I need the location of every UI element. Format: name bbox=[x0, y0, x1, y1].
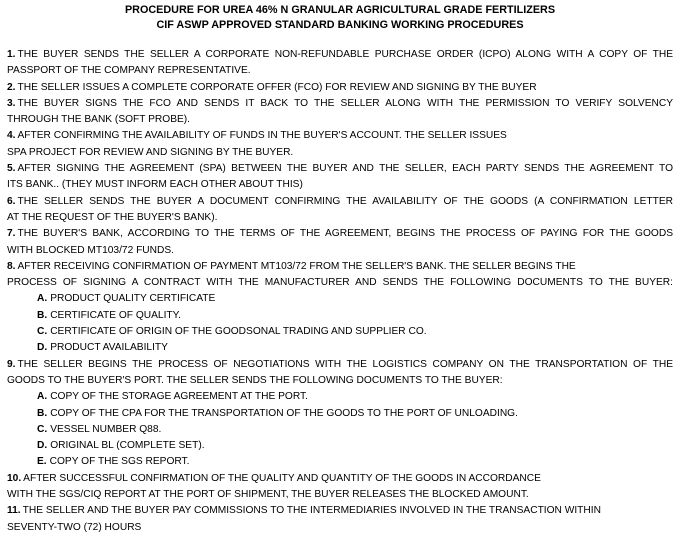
step-number: 3. bbox=[7, 97, 16, 109]
step-text-line bbox=[7, 145, 673, 161]
sub-item bbox=[7, 422, 673, 438]
step-text-line bbox=[7, 503, 673, 519]
step-text-line bbox=[7, 194, 673, 210]
sub-item-letter: B. bbox=[37, 407, 48, 419]
step-text-line bbox=[7, 259, 673, 275]
procedure-step bbox=[7, 161, 673, 194]
step-number: 11. bbox=[7, 505, 21, 517]
step-text: WITH THE SGS/CIQ REPORT AT THE PORT OF SHIPMENT, THE BUYER RELEASES THE BLOCKED AMOUNT. bbox=[7, 489, 529, 501]
step-text: AT THE REQUEST OF THE BUYER'S BANK). bbox=[7, 211, 218, 223]
step-number: 6. bbox=[7, 195, 16, 207]
step-text-line bbox=[7, 487, 673, 503]
sub-item bbox=[7, 291, 673, 307]
step-text-line bbox=[7, 47, 673, 63]
step-text-line bbox=[7, 96, 673, 112]
step-text: THE BUYER'S BANK, ACCORDING TO THE TERMS OF THE AGREEMENT, BEGINS THE PROCESS OF PAYING FOR THE GOODS bbox=[17, 228, 673, 240]
step-number: 2. bbox=[7, 81, 16, 93]
procedure-step bbox=[7, 226, 673, 259]
step-text-line bbox=[7, 161, 673, 177]
sub-item-text: COPY OF THE SGS REPORT. bbox=[49, 456, 190, 468]
step-text: ITS BANK.. (THEY MUST INFORM EACH OTHER ABOUT THIS) bbox=[7, 179, 303, 191]
sub-item-text: COPY OF THE STORAGE AGREEMENT AT THE PORT. bbox=[50, 391, 308, 403]
step-text: THE BUYER SIGNS THE FCO AND SENDS IT BACK TO THE SELLER ALONG WITH THE PERMISSION TO VERIFY SOLVENCY bbox=[17, 97, 673, 109]
step-text-line bbox=[7, 177, 673, 193]
sub-item bbox=[7, 324, 673, 340]
step-text: SPA PROJECT FOR REVIEW AND SIGNING BY THE BUYER. bbox=[7, 146, 294, 158]
step-text: GOODS TO THE BUYER'S PORT. THE SELLER SENDS THE FOLLOWING DOCUMENTS TO THE BUYER: bbox=[7, 374, 503, 386]
step-text-line bbox=[7, 63, 673, 79]
step-number: 9. bbox=[7, 358, 16, 370]
step-text-line bbox=[7, 210, 673, 226]
step-text-line bbox=[7, 112, 673, 128]
step-text: SEVENTY-TWO (72) HOURS bbox=[7, 521, 142, 533]
procedure-step bbox=[7, 80, 673, 96]
sub-item bbox=[7, 389, 673, 405]
step-text: WITH BLOCKED MT103/72 FUNDS. bbox=[7, 244, 174, 256]
step-text: PASSPORT OF THE COMPANY REPRESENTATIVE. bbox=[7, 65, 251, 77]
sub-item-letter: E. bbox=[37, 456, 47, 468]
sub-item bbox=[7, 406, 673, 422]
sub-item-list bbox=[7, 389, 673, 470]
step-text: THE BUYER SENDS THE SELLER A CORPORATE NON-REFUNDABLE PURCHASE ORDER (ICPO) ALONG WITH A COPY OF THE bbox=[17, 49, 673, 60]
procedure-step bbox=[7, 47, 673, 80]
sub-item-text: COPY OF THE CPA FOR THE TRANSPORTATION OF THE GOODS TO THE PORT OF UNLOADING. bbox=[50, 407, 518, 419]
step-text-line bbox=[7, 243, 673, 259]
sub-item-letter: A. bbox=[37, 391, 48, 403]
step-text: THE SELLER SENDS THE BUYER A DOCUMENT CONFIRMING THE AVAILABILITY OF THE GOODS (A CONFIRMATION LETTER bbox=[17, 195, 673, 207]
sub-item-text: CERTIFICATE OF QUALITY. bbox=[50, 309, 181, 321]
step-text-line bbox=[7, 226, 673, 242]
step-text: AFTER CONFIRMING THE AVAILABILITY OF FUNDS IN THE BUYER'S ACCOUNT. THE SELLER ISSUES bbox=[17, 130, 507, 142]
step-text-line bbox=[7, 128, 673, 144]
step-number: 5. bbox=[7, 163, 16, 175]
step-text: THROUGH THE BANK (SOFT PROBE). bbox=[7, 114, 191, 126]
sub-item-letter: C. bbox=[37, 326, 48, 338]
procedure-step bbox=[7, 503, 673, 536]
sub-item-letter: D. bbox=[37, 440, 48, 452]
sub-item-list bbox=[7, 291, 673, 356]
sub-item-text: VESSEL NUMBER Q88. bbox=[50, 423, 162, 435]
procedure-step bbox=[7, 194, 673, 227]
step-text: AFTER SIGNING THE AGREEMENT (SPA) BETWEEN THE BUYER AND THE SELLER, EACH PARTY SENDS THE AGREEMENT TO bbox=[17, 163, 673, 175]
sub-item-letter: B. bbox=[37, 309, 48, 321]
step-text: AFTER SUCCESSFUL CONFIRMATION OF THE QUALITY AND QUANTITY OF THE GOODS IN ACCORDANCE bbox=[23, 472, 541, 484]
step-number: 7. bbox=[7, 228, 16, 240]
step-text-line bbox=[7, 471, 673, 487]
sub-item-text: PRODUCT QUALITY CERTIFICATE bbox=[50, 293, 216, 305]
step-text: THE SELLER BEGINS THE PROCESS OF NEGOTIATIONS WITH THE LOGISTICS COMPANY ON THE TRANSPORTATION OF THE bbox=[17, 358, 673, 370]
step-text-line bbox=[7, 357, 673, 373]
step-number: 10. bbox=[7, 472, 22, 484]
step-number: 8. bbox=[7, 260, 16, 272]
step-text-line bbox=[7, 373, 673, 389]
sub-item bbox=[7, 438, 673, 454]
step-text-line bbox=[7, 275, 673, 291]
procedure-step bbox=[7, 128, 673, 161]
procedure-step bbox=[7, 357, 673, 471]
document-subtitle: CIF ASWP APPROVED STANDARD BANKING WORKING PROCEDURES bbox=[156, 19, 524, 31]
sub-item-text: PRODUCT AVAILABILITY bbox=[50, 342, 168, 354]
step-text: PROCESS OF SIGNING A CONTRACT WITH THE MANUFACTURER AND SENDS THE FOLLOWING DOCUMENTS TO THE BUYER: bbox=[7, 277, 673, 289]
sub-item-letter: A. bbox=[37, 293, 48, 305]
sub-item-letter: D. bbox=[37, 342, 48, 354]
sub-item-text: ORIGINAL BL (COMPLETE SET). bbox=[50, 440, 205, 452]
step-text-line bbox=[7, 520, 673, 536]
step-number: 4. bbox=[7, 130, 16, 142]
step-text: THE SELLER ISSUES A COMPLETE CORPORATE OFFER (FCO) FOR REVIEW AND SIGNING BY THE BUYER bbox=[17, 81, 537, 93]
sub-item-letter: C. bbox=[37, 423, 48, 435]
sub-item bbox=[7, 340, 673, 356]
step-text: THE SELLER AND THE BUYER PAY COMMISSIONS TO THE INTERMEDIARIES INVOLVED IN THE TRANSACTION WITHIN bbox=[22, 505, 601, 517]
sub-item bbox=[7, 308, 673, 324]
sub-item-text: CERTIFICATE OF ORIGIN OF THE GOODSONAL TRADING AND SUPPLIER CO. bbox=[50, 326, 427, 338]
procedure-step bbox=[7, 471, 673, 504]
sub-item bbox=[7, 454, 673, 470]
document-title: PROCEDURE FOR UREA 46% N GRANULAR AGRICULTURAL GRADE FERTILIZERS bbox=[124, 4, 556, 16]
procedure-step bbox=[7, 259, 673, 357]
procedure-step bbox=[7, 96, 673, 129]
step-number: 1. bbox=[7, 49, 16, 60]
step-text-line bbox=[7, 80, 673, 96]
procedure-list bbox=[7, 47, 673, 536]
step-text: AFTER RECEIVING CONFIRMATION OF PAYMENT MT103/72 FROM THE SELLER'S BANK. THE SELLER BEGINS THE bbox=[17, 260, 576, 272]
